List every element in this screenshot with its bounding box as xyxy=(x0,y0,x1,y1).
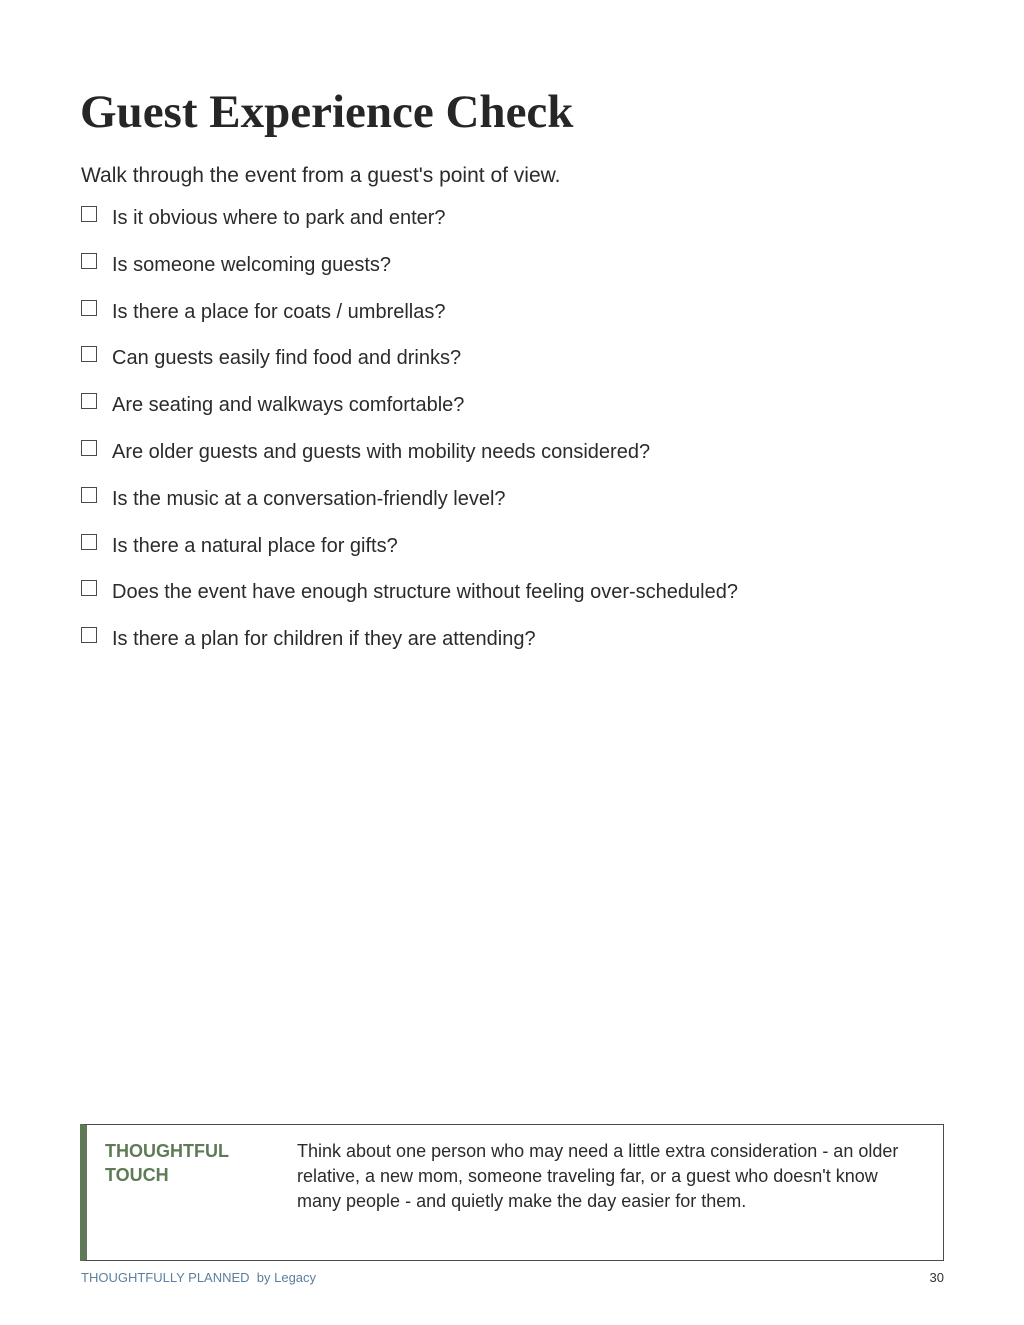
checkbox-icon[interactable] xyxy=(81,346,97,362)
checklist-item xyxy=(81,390,941,437)
checklist-item-label: Is the music at a conversation-friendly level? xyxy=(112,487,506,510)
callout-label: THOUGHTFUL TOUCH xyxy=(105,1141,229,1185)
checklist-item xyxy=(81,297,941,344)
checklist-item-label: Does the event have enough structure without feeling over-scheduled? xyxy=(112,581,738,604)
page-number: 30 xyxy=(929,1270,944,1285)
checkbox-icon[interactable] xyxy=(81,580,97,596)
checkbox-icon[interactable] xyxy=(81,393,97,409)
checklist-item xyxy=(81,531,941,578)
checklist-item-label: Can guests easily find food and drinks? xyxy=(112,347,462,370)
checkbox-icon[interactable] xyxy=(81,627,97,643)
checklist-item xyxy=(81,484,941,531)
checklist-item-label: Are older guests and guests with mobility needs considered? xyxy=(112,440,651,463)
checklist-item-label: Is there a natural place for gifts? xyxy=(112,534,398,557)
checklist-item xyxy=(81,203,941,250)
checklist-item-label: Is it obvious where to park and enter? xyxy=(112,207,446,229)
checkbox-icon[interactable] xyxy=(81,440,97,456)
page-title: Guest Experience Check xyxy=(80,86,574,138)
checkbox-icon[interactable] xyxy=(81,487,97,503)
checklist-item-label: Is there a place for coats / umbrellas? xyxy=(112,300,446,323)
checkbox-icon[interactable] xyxy=(81,300,97,316)
callout-text: Think about one person who may need a little extra consideration - an older relative, a new mom, someone traveling far, or a guest who doesn't know many people - and quietly make the day easier for them. xyxy=(297,1141,899,1211)
checklist-item xyxy=(81,343,941,390)
footer-brand: THOUGHTFULLY PLANNED by Legacy xyxy=(81,1270,317,1285)
checklist-item xyxy=(81,624,941,671)
checkbox-icon[interactable] xyxy=(81,253,97,269)
checkbox-icon[interactable] xyxy=(81,206,97,222)
thoughtful-touch-callout xyxy=(80,1124,944,1261)
checklist-item-label: Are seating and walkways comfortable? xyxy=(112,394,465,417)
checklist-item xyxy=(81,250,941,297)
checkbox-icon[interactable] xyxy=(81,534,97,550)
checklist-item-label: Is someone welcoming guests? xyxy=(112,253,392,276)
guest-checklist xyxy=(81,203,941,671)
checklist-item-label: Is there a plan for children if they are attending? xyxy=(112,628,536,651)
checklist-item xyxy=(81,437,941,484)
checklist-item xyxy=(81,577,941,624)
intro-text: Walk through the event from a guest's point of view. xyxy=(81,164,561,187)
